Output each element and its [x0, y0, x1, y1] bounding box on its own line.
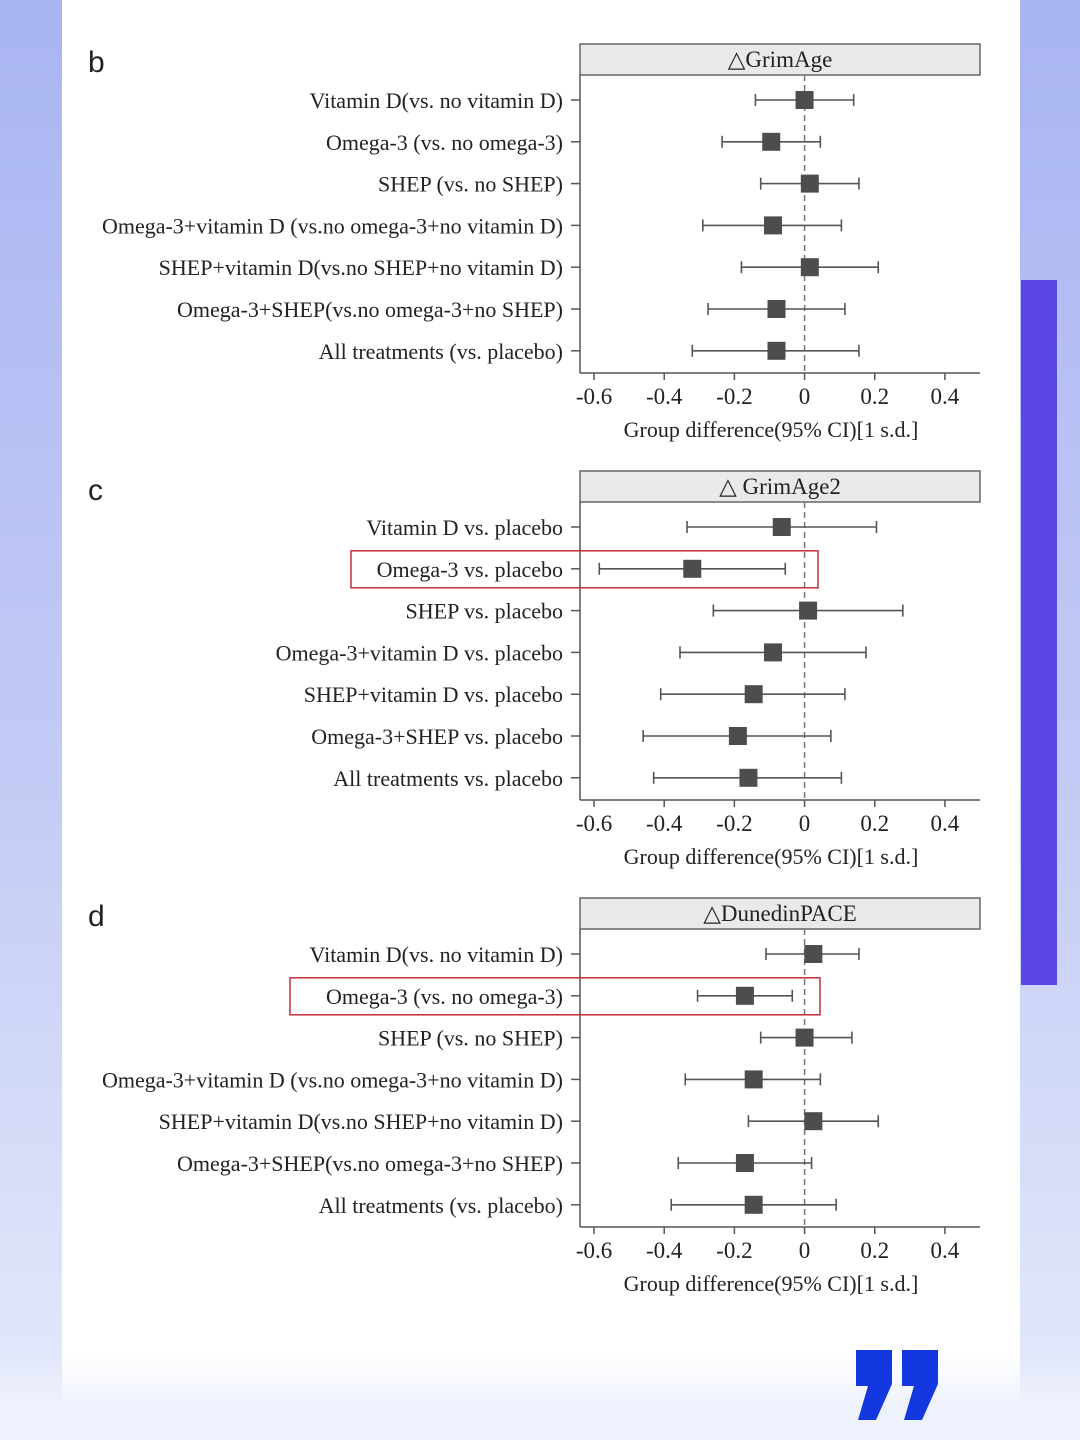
panel-b-estimate-marker — [762, 133, 780, 151]
panel-b-estimate-marker — [767, 300, 785, 318]
panel-c-x-tick-label: -0.2 — [716, 811, 753, 836]
panel-c-row-label: Omega-3 vs. placebo — [376, 556, 563, 582]
panel-d-estimate-marker — [804, 1112, 822, 1130]
panel-b-title: △GrimAge — [727, 47, 833, 72]
panel-c-x-axis-label: Group difference(95% CI)[1 s.d.] — [623, 844, 919, 869]
panel-b-row-label: Vitamin D(vs. no vitamin D) — [309, 88, 563, 113]
panel-b-row-label: SHEP (vs. no SHEP) — [378, 171, 563, 197]
panel-b-row-label: SHEP+vitamin D(vs.no SHEP+no vitamin D) — [158, 255, 563, 281]
panel-d-x-axis-label: Group difference(95% CI)[1 s.d.] — [623, 1271, 919, 1296]
panel-c-x-tick-label: 0.2 — [860, 811, 890, 836]
panel-d-row-label: Omega-3 (vs. no omega-3) — [325, 983, 563, 1009]
panel-letter-b: b — [88, 46, 105, 79]
panel-d-row-label: SHEP (vs. no SHEP) — [378, 1025, 563, 1051]
panel-b-row-label: All treatments (vs. placebo) — [318, 338, 563, 364]
panel-b-x-tick-label: 0.2 — [860, 384, 890, 409]
panel-b-x-tick-label: 0 — [798, 384, 811, 409]
panel-b-row-label: Omega-3 (vs. no omega-3) — [325, 129, 563, 155]
panel-b-estimate-marker — [801, 175, 819, 193]
panel-d-row-label: Omega-3+vitamin D (vs.no omega-3+no vitamin D) — [101, 1067, 563, 1093]
panel-d-estimate-marker — [736, 1154, 754, 1172]
panel-c-estimate-marker — [799, 602, 817, 620]
panel-d-x-tick-label: 0 — [798, 1238, 811, 1263]
panel-b-x-tick-label: 0.4 — [930, 384, 960, 409]
panel-d-estimate-marker — [745, 1196, 763, 1214]
panel-c-estimate-marker — [683, 560, 701, 578]
panel-c-estimate-marker — [773, 518, 791, 536]
panel-c-title: △ GrimAge2 — [719, 474, 841, 499]
panel-d-estimate-marker — [804, 945, 822, 963]
panel-c-row-label: Omega-3+vitamin D vs. placebo — [275, 640, 563, 666]
panel-d-x-tick-label: -0.6 — [575, 1238, 613, 1263]
panel-c-estimate-marker — [729, 727, 747, 745]
panel-b-x-tick-label: -0.4 — [645, 384, 683, 409]
panel-d-row-label: Omega-3+SHEP(vs.no omega-3+no SHEP) — [177, 1151, 563, 1176]
panel-d-row-label: All treatments (vs. placebo) — [318, 1192, 563, 1218]
panel-c-x-tick-label: -0.6 — [575, 811, 613, 836]
panel-letter-c: c — [88, 474, 103, 507]
panel-d-estimate-marker — [736, 987, 754, 1005]
panel-c-estimate-marker — [745, 685, 763, 703]
panel-c-estimate-marker — [739, 769, 757, 787]
panel-b-row-label: Omega-3+vitamin D (vs.no omega-3+no vitamin D) — [101, 213, 563, 239]
panel-letter-d: d — [88, 900, 105, 933]
panel-b-row-label: Omega-3+SHEP(vs.no omega-3+no SHEP) — [177, 297, 563, 322]
panel-b-x-tick-label: -0.6 — [575, 384, 613, 409]
panel-b-estimate-marker — [767, 342, 785, 360]
panel-b-estimate-marker — [801, 258, 819, 276]
panel-c-estimate-marker — [764, 643, 782, 661]
panel-c-row-label: SHEP vs. placebo — [405, 598, 563, 624]
panel-d-estimate-marker — [745, 1070, 763, 1088]
panel-c-row-label: All treatments vs. placebo — [333, 765, 563, 791]
panel-c-x-tick-label: 0 — [798, 811, 811, 836]
panel-b-x-axis-label: Group difference(95% CI)[1 s.d.] — [623, 417, 919, 442]
panel-c-x-tick-label: 0.4 — [930, 811, 960, 836]
panel-d-row-label: Vitamin D(vs. no vitamin D) — [309, 942, 563, 967]
panel-c-row-label: Vitamin D vs. placebo — [366, 515, 563, 540]
panel-d-x-tick-label: 0.2 — [860, 1238, 890, 1263]
panel-c-row-label: SHEP+vitamin D vs. placebo — [303, 682, 563, 708]
panel-d-x-tick-label: 0.4 — [930, 1238, 960, 1263]
panel-d-x-tick-label: -0.2 — [716, 1238, 753, 1263]
panel-c-x-tick-label: -0.4 — [645, 811, 683, 836]
panel-b-estimate-marker — [796, 91, 814, 109]
panel-d-title: △DunedinPACE — [703, 901, 857, 926]
panel-d-x-tick-label: -0.4 — [645, 1238, 683, 1263]
panel-c-row-label: Omega-3+SHEP vs. placebo — [311, 724, 563, 749]
panel-b-x-tick-label: -0.2 — [716, 384, 753, 409]
panel-b-estimate-marker — [764, 216, 782, 234]
panel-d-row-label: SHEP+vitamin D(vs.no SHEP+no vitamin D) — [158, 1109, 563, 1135]
closing-quote-icon — [852, 1350, 944, 1422]
panel-d-estimate-marker — [796, 1029, 814, 1047]
